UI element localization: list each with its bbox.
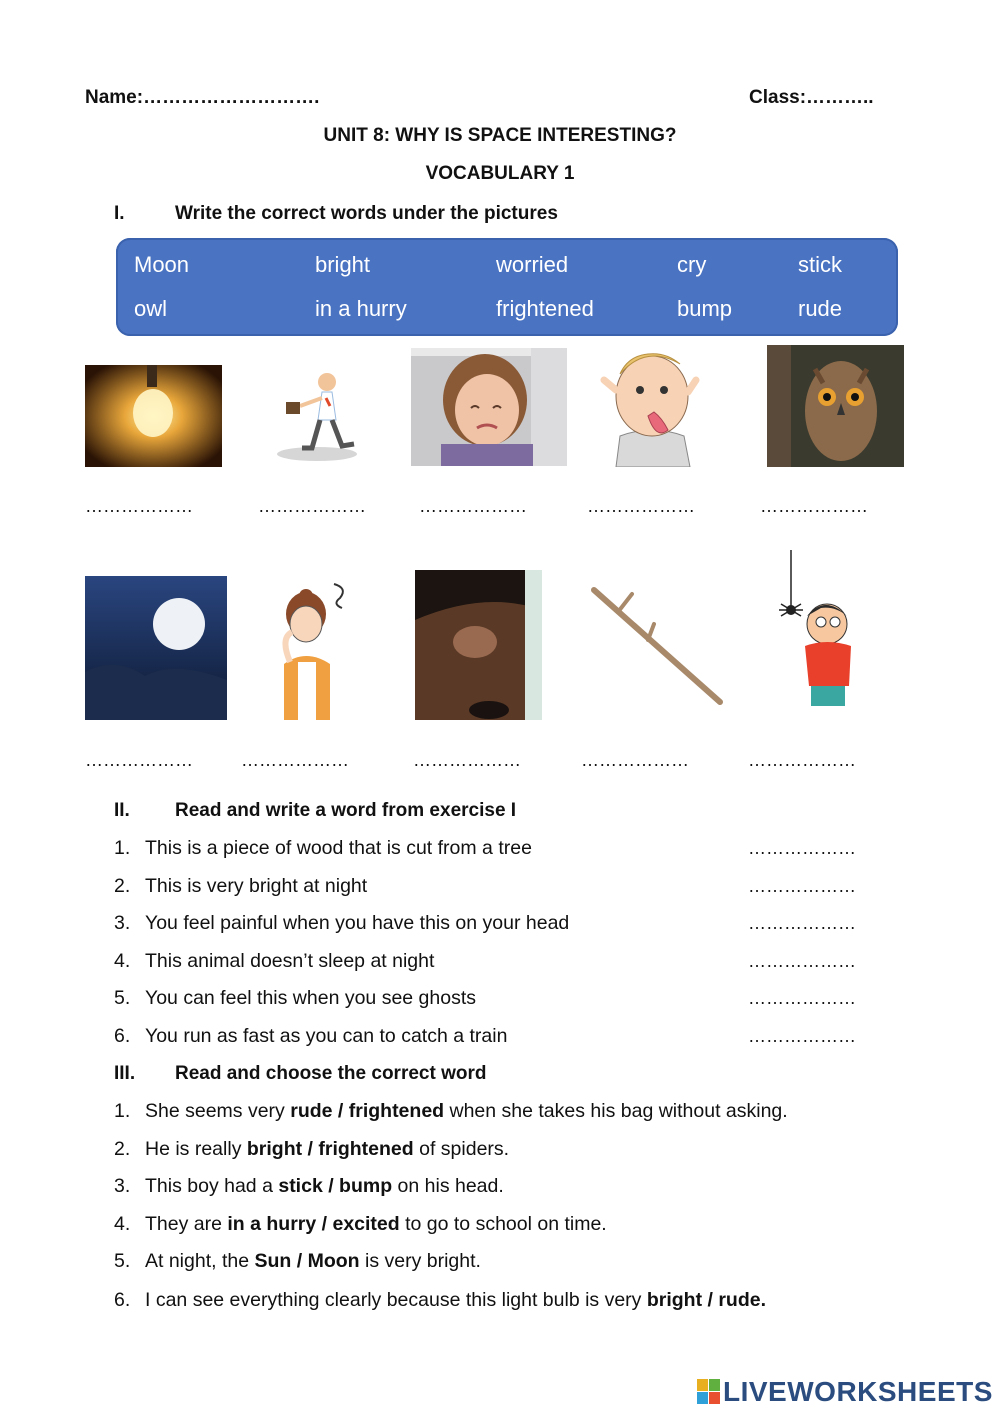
word-bank-item: bump [677, 296, 733, 321]
answer-blank[interactable]: ……………… [419, 496, 527, 516]
answer-blank[interactable]: ……………… [748, 913, 856, 933]
answer-blank[interactable]: ……………… [85, 496, 193, 516]
answer-blank[interactable]: ……………… [581, 750, 689, 770]
choice-options[interactable]: stick / bump [278, 1175, 393, 1197]
exercise-2-item: 5. You can feel this when you see ghosts [114, 987, 477, 1009]
owl-image [767, 345, 904, 467]
liveworksheets-logo[interactable] [697, 1375, 993, 1409]
word-bank-item: worried [496, 252, 569, 277]
man-running-image [272, 368, 367, 464]
frightened-boy-spider-image [765, 550, 871, 710]
section-2-number: II. [114, 800, 130, 821]
word-bank-item: frightened [496, 296, 594, 321]
boy-sticking-tongue-image [596, 340, 708, 467]
exercise-3-item: 5. At night, the Sun / Moon is very bright. [114, 1250, 481, 1272]
answer-blank[interactable]: ……………… [85, 750, 193, 770]
word-bank [116, 238, 898, 336]
exercise-3-item: 2. He is really bright / frightened of spiders. [114, 1138, 510, 1160]
exercise-2-item: 3. You feel painful when you have this on your head [114, 912, 570, 934]
answer-blank[interactable]: ……………… [241, 750, 349, 770]
choice-options[interactable]: in a hurry / excited [227, 1213, 400, 1235]
exercise-3-item: 4. They are in a hurry / excited to go to school on time. [114, 1213, 607, 1235]
answer-blank[interactable]: ……………… [748, 951, 856, 971]
unit-title: UNIT 8: WHY IS SPACE INTERESTING? [323, 125, 677, 146]
answer-blank[interactable]: ……………… [748, 988, 856, 1008]
word-bank-item: bright [315, 252, 371, 277]
liveworksheets-wordmark: LIVEWORKSHEETS [723, 1376, 993, 1407]
answer-blank[interactable]: ……………… [760, 496, 868, 516]
choice-options[interactable]: bright / frightened [246, 1138, 414, 1160]
choice-options[interactable]: rude / frightened [290, 1100, 445, 1122]
exercise-3-item: 1. She seems very rude / frightened when she takes his bag without asking. [114, 1100, 788, 1122]
exercise-2-item: 2. This is very bright at night [114, 875, 368, 897]
answer-blank[interactable]: ……………… [587, 496, 695, 516]
exercise-2-item: 1. This is a piece of wood that is cut from a tree [114, 837, 532, 859]
word-bank-item: owl [134, 296, 168, 321]
section-1-title: Write the correct words under the pictures [175, 203, 558, 224]
word-bank-item: stick [798, 252, 842, 277]
choice-options[interactable]: Sun / Moon [254, 1250, 360, 1272]
worried-woman-image [270, 578, 354, 720]
full-moon-image [85, 576, 227, 720]
class-field-label: Class:……….. [749, 87, 874, 108]
word-bank-item: rude [798, 296, 843, 321]
liveworksheets-icon [697, 1379, 721, 1405]
section-3-title: Read and choose the correct word [175, 1063, 487, 1084]
answer-blank[interactable]: ……………… [748, 838, 856, 858]
exercise-2-item: 6. You run as fast as you can to catch a train [114, 1025, 508, 1047]
section-3-number: III. [114, 1063, 136, 1084]
word-bank-item: Moon [134, 252, 190, 277]
answer-blank[interactable]: ……………… [748, 750, 856, 770]
choice-options[interactable]: bright / rude. [646, 1289, 767, 1311]
answer-blank[interactable]: ……………… [413, 750, 521, 770]
section-2-title: Read and write a word from exercise I [175, 800, 517, 821]
answer-blank[interactable]: ……………… [748, 1026, 856, 1046]
vocabulary-subtitle: VOCABULARY 1 [425, 163, 575, 184]
answer-blank[interactable]: ……………… [748, 876, 856, 896]
forehead-bump-image [415, 570, 542, 720]
wooden-stick-image [588, 584, 728, 709]
exercise-2-item: 4. This animal doesn’t sleep at night [114, 950, 435, 972]
exercise-3-item: 3. This boy had a stick / bump on his head. [114, 1175, 504, 1197]
exercise-3-item: 6. I can see everything clearly because this light bulb is very bright / rude. [114, 1289, 767, 1311]
section-1-number: I. [114, 203, 125, 224]
name-field-label: Name:………………………. [85, 87, 320, 108]
word-bank-item: cry [677, 252, 707, 277]
child-crying-image [411, 348, 567, 466]
word-bank-item: in a hurry [315, 296, 407, 321]
light-bulb-image [85, 365, 222, 467]
answer-blank[interactable]: ……………… [258, 496, 366, 516]
